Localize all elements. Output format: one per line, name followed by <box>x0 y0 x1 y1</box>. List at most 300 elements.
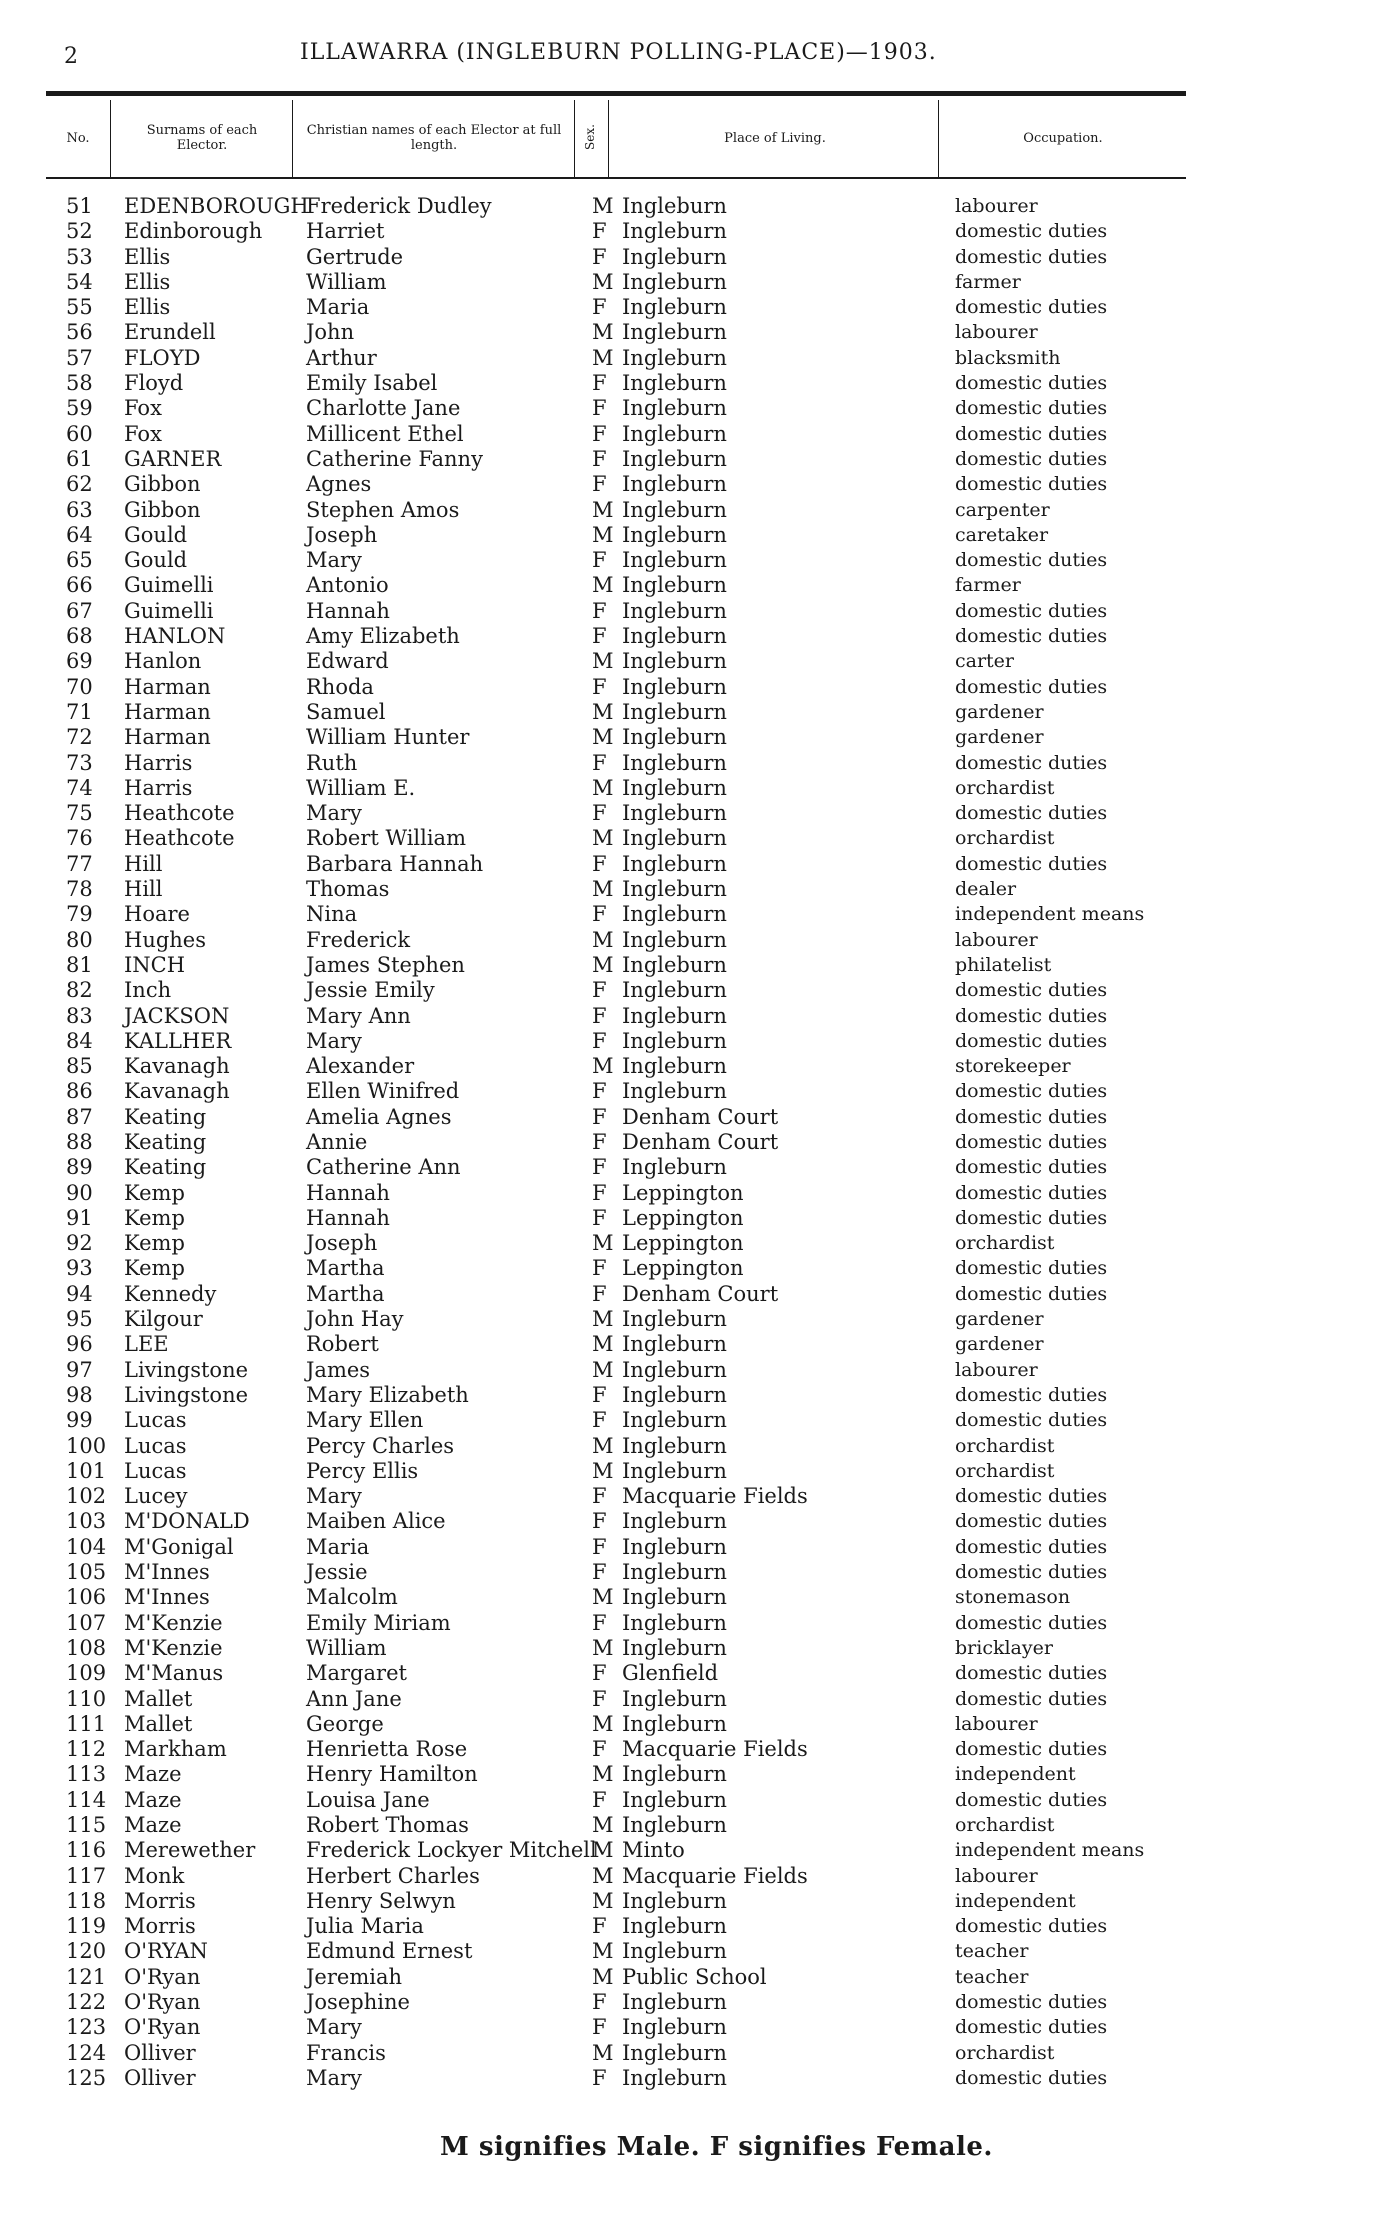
elector-number: 111 <box>66 1711 107 1736</box>
elector-place: Ingleburn <box>622 2065 727 2090</box>
elector-place: Ingleburn <box>622 1610 727 1635</box>
table-row <box>0 1307 1382 1332</box>
elector-occupation: domestic duties <box>955 296 1108 319</box>
elector-sex: M <box>592 2040 614 2065</box>
elector-place: Ingleburn <box>622 1332 727 1357</box>
elector-number: 114 <box>66 1787 107 1812</box>
elector-occupation: labourer <box>955 1864 1038 1887</box>
elector-place: Ingleburn <box>622 1458 727 1483</box>
elector-place: Ingleburn <box>622 1028 727 1053</box>
elector-place: Ingleburn <box>622 1686 727 1711</box>
table-row <box>0 1762 1382 1787</box>
table-row <box>0 498 1382 523</box>
elector-occupation: domestic duties <box>955 1383 1108 1406</box>
elector-occupation: domestic duties <box>955 220 1108 243</box>
elector-surname: Gould <box>124 548 188 573</box>
elector-place: Ingleburn <box>622 446 727 471</box>
elector-surname: Gibbon <box>124 472 201 497</box>
elector-number: 87 <box>66 1104 93 1129</box>
elector-number: 73 <box>66 750 93 775</box>
elector-surname: Mallet <box>124 1686 193 1711</box>
elector-place: Denham Court <box>622 1281 779 1306</box>
elector-number: 70 <box>66 674 93 699</box>
elector-christian-names: Henry Hamilton <box>306 1762 478 1787</box>
elector-christian-names: Percy Ellis <box>306 1458 419 1483</box>
elector-number: 72 <box>66 725 93 750</box>
elector-number: 112 <box>66 1737 107 1762</box>
table-row <box>0 928 1382 953</box>
elector-surname: Hill <box>124 877 163 902</box>
table-row <box>0 801 1382 826</box>
elector-sex: M <box>592 573 614 598</box>
elector-christian-names: Louisa Jane <box>306 1787 430 1812</box>
column-header-sex: Sex. <box>583 124 597 150</box>
elector-christian-names: Samuel <box>306 699 386 724</box>
table-row <box>0 1889 1382 1914</box>
elector-sex: F <box>592 1104 607 1129</box>
elector-christian-names: Martha <box>306 1256 385 1281</box>
elector-sex: F <box>592 1787 607 1812</box>
elector-surname: HANLON <box>124 624 226 649</box>
table-row <box>0 1838 1382 1863</box>
elector-occupation: domestic duties <box>955 1738 1108 1761</box>
elector-sex: F <box>592 1534 607 1559</box>
elector-occupation: domestic duties <box>955 625 1108 648</box>
elector-sex: M <box>592 1711 614 1736</box>
elector-occupation: domestic duties <box>955 1915 1108 1938</box>
elector-christian-names: William <box>306 269 387 294</box>
table-row <box>0 1155 1382 1180</box>
elector-occupation: independent <box>955 1763 1076 1786</box>
elector-number: 75 <box>66 801 93 826</box>
elector-occupation: carter <box>955 650 1015 673</box>
legend-footer: M signifies Male. F signifies Female. <box>440 2132 993 2162</box>
elector-place: Macquarie Fields <box>622 1484 808 1509</box>
elector-surname: O'Ryan <box>124 1990 201 2015</box>
elector-number: 117 <box>66 1863 107 1888</box>
elector-place: Ingleburn <box>622 371 727 396</box>
elector-christian-names: Ruth <box>306 750 358 775</box>
elector-sex: F <box>592 2065 607 2090</box>
elector-number: 121 <box>66 1964 107 1989</box>
elector-number: 77 <box>66 851 93 876</box>
table-row <box>0 1636 1382 1661</box>
elector-occupation: orchardist <box>955 776 1055 799</box>
elector-sex: F <box>592 1256 607 1281</box>
table-row <box>0 1383 1382 1408</box>
elector-surname: Harris <box>124 750 193 775</box>
elector-number: 76 <box>66 826 93 851</box>
elector-surname: Kavanagh <box>124 1054 230 1079</box>
elector-occupation: orchardist <box>955 827 1055 850</box>
elector-number: 62 <box>66 472 93 497</box>
elector-christian-names: Hannah <box>306 1205 390 1230</box>
elector-sex: F <box>592 1990 607 2015</box>
table-row <box>0 2066 1382 2091</box>
table-row <box>0 396 1382 421</box>
table-row <box>0 1434 1382 1459</box>
elector-number: 124 <box>66 2040 107 2065</box>
elector-christian-names: Mary <box>306 1484 362 1509</box>
elector-sex: M <box>592 1838 614 1863</box>
elector-surname: Kemp <box>124 1256 185 1281</box>
elector-occupation: domestic duties <box>955 1991 1108 2014</box>
elector-occupation: labourer <box>955 321 1038 344</box>
elector-christian-names: Robert <box>306 1332 379 1357</box>
elector-number: 93 <box>66 1256 93 1281</box>
elector-place: Leppington <box>622 1205 744 1230</box>
elector-occupation: domestic duties <box>955 802 1108 825</box>
elector-number: 119 <box>66 1914 107 1939</box>
table-row <box>0 295 1382 320</box>
elector-place: Leppington <box>622 1180 744 1205</box>
elector-christian-names: George <box>306 1711 384 1736</box>
elector-place: Ingleburn <box>622 826 727 851</box>
elector-number: 83 <box>66 1003 93 1028</box>
elector-christian-names: Francis <box>306 2040 386 2065</box>
elector-sex: F <box>592 1914 607 1939</box>
elector-place: Ingleburn <box>622 1079 727 1104</box>
elector-sex: F <box>592 295 607 320</box>
elector-christian-names: Jessie Emily <box>306 978 435 1003</box>
elector-number: 54 <box>66 269 93 294</box>
elector-occupation: storekeeper <box>955 1055 1071 1078</box>
table-row <box>0 852 1382 877</box>
elector-place: Ingleburn <box>622 927 727 952</box>
table-row <box>0 1914 1382 1939</box>
elector-number: 125 <box>66 2065 107 2090</box>
elector-number: 120 <box>66 1939 107 1964</box>
elector-christian-names: John Hay <box>306 1307 404 1332</box>
elector-number: 81 <box>66 952 93 977</box>
elector-sex: F <box>592 598 607 623</box>
elector-occupation: domestic duties <box>955 473 1108 496</box>
elector-sex: M <box>592 522 614 547</box>
elector-place: Ingleburn <box>622 295 727 320</box>
elector-sex: F <box>592 371 607 396</box>
elector-sex: F <box>592 1610 607 1635</box>
elector-occupation: caretaker <box>955 523 1049 546</box>
elector-sex: M <box>592 952 614 977</box>
elector-surname: O'Ryan <box>124 1964 201 1989</box>
elector-christian-names: Frederick Lockyer Mitchell <box>306 1838 597 1863</box>
elector-sex: M <box>592 345 614 370</box>
elector-sex: M <box>592 1054 614 1079</box>
elector-surname: Keating <box>124 1104 207 1129</box>
table-row <box>0 1535 1382 1560</box>
elector-christian-names: Maria <box>306 295 370 320</box>
elector-number: 71 <box>66 699 93 724</box>
elector-place: Glenfield <box>622 1661 719 1686</box>
elector-surname: Erundell <box>124 320 216 345</box>
table-row <box>0 675 1382 700</box>
elector-place: Ingleburn <box>622 1711 727 1736</box>
elector-sex: F <box>592 2015 607 2040</box>
elector-number: 108 <box>66 1635 107 1660</box>
elector-sex: F <box>592 1382 607 1407</box>
elector-christian-names: Frederick <box>306 927 411 952</box>
elector-number: 106 <box>66 1585 107 1610</box>
table-row <box>0 371 1382 396</box>
elector-sex: M <box>592 1307 614 1332</box>
elector-surname: Hughes <box>124 927 207 952</box>
elector-surname: Edinborough <box>124 219 263 244</box>
elector-place: Ingleburn <box>622 1939 727 1964</box>
elector-surname: Kemp <box>124 1231 185 1256</box>
elector-occupation: orchardist <box>955 1434 1055 1457</box>
elector-sex: M <box>592 1888 614 1913</box>
elector-number: 110 <box>66 1686 107 1711</box>
elector-christian-names: William E. <box>306 775 416 800</box>
table-row <box>0 1864 1382 1889</box>
elector-sex: F <box>592 446 607 471</box>
elector-number: 69 <box>66 649 93 674</box>
elector-number: 89 <box>66 1155 93 1180</box>
elector-christian-names: Mary Ellen <box>306 1408 424 1433</box>
table-row <box>0 1130 1382 1155</box>
column-header-christian: Christian names of each Elector at full length. <box>306 123 562 153</box>
elector-sex: M <box>592 1813 614 1837</box>
elector-place: Ingleburn <box>622 573 727 598</box>
elector-number: 61 <box>66 446 93 471</box>
elector-sex: F <box>592 1180 607 1205</box>
elector-place: Macquarie Fields <box>622 1863 808 1888</box>
elector-sex: F <box>592 1509 607 1534</box>
elector-number: 57 <box>66 345 93 370</box>
elector-place: Ingleburn <box>622 1534 727 1559</box>
elector-sex: F <box>592 548 607 573</box>
elector-christian-names: Catherine Fanny <box>306 446 483 471</box>
elector-occupation: gardener <box>955 1333 1044 1356</box>
elector-number: 100 <box>66 1433 107 1458</box>
elector-occupation: domestic duties <box>955 2066 1108 2089</box>
elector-place: Ingleburn <box>622 674 727 699</box>
elector-occupation: independent means <box>955 903 1145 926</box>
elector-christian-names: Nina <box>306 902 358 927</box>
elector-number: 99 <box>66 1408 93 1433</box>
elector-occupation: domestic duties <box>955 1535 1108 1558</box>
elector-christian-names: Amy Elizabeth <box>306 624 460 649</box>
table-row <box>0 219 1382 244</box>
elector-place: Ingleburn <box>622 548 727 573</box>
elector-surname: M'Innes <box>124 1585 210 1610</box>
elector-number: 84 <box>66 1028 93 1053</box>
elector-sex: M <box>592 826 614 851</box>
elector-place: Ingleburn <box>622 725 727 750</box>
elector-christian-names: Joseph <box>306 1231 378 1256</box>
elector-number: 102 <box>66 1484 107 1509</box>
elector-christian-names: Mary <box>306 1028 362 1053</box>
elector-place: Ingleburn <box>622 472 727 497</box>
table-row <box>0 1054 1382 1079</box>
table-row <box>0 1712 1382 1737</box>
elector-occupation: domestic duties <box>955 1485 1108 1508</box>
elector-surname: Ellis <box>124 269 171 294</box>
elector-number: 64 <box>66 522 93 547</box>
elector-occupation: teacher <box>955 1965 1029 1988</box>
elector-surname: Harris <box>124 775 193 800</box>
elector-occupation: domestic duties <box>955 1561 1108 1584</box>
elector-surname: Lucas <box>124 1433 187 1458</box>
elector-occupation: gardener <box>955 726 1044 749</box>
elector-number: 82 <box>66 978 93 1003</box>
elector-occupation: dealer <box>955 878 1017 901</box>
elector-sex: M <box>592 1332 614 1357</box>
elector-surname: Morris <box>124 1888 196 1913</box>
table-row <box>0 320 1382 345</box>
elector-number: 107 <box>66 1610 107 1635</box>
elector-place: Ingleburn <box>622 1560 727 1585</box>
elector-occupation: independent <box>955 1889 1076 1912</box>
elector-surname: Ellis <box>124 244 171 269</box>
elector-place: Ingleburn <box>622 219 727 244</box>
elector-surname: Maze <box>124 1787 182 1812</box>
elector-sex: F <box>592 421 607 446</box>
column-divider <box>608 100 609 177</box>
table-row <box>0 346 1382 371</box>
elector-christian-names: Barbara Hannah <box>306 851 484 876</box>
elector-place: Ingleburn <box>622 1914 727 1939</box>
elector-place: Ingleburn <box>622 194 727 218</box>
table-row <box>0 2041 1382 2066</box>
elector-occupation: domestic duties <box>955 751 1108 774</box>
table-row <box>0 472 1382 497</box>
elector-occupation: domestic duties <box>955 372 1108 395</box>
elector-sex: F <box>592 396 607 421</box>
elector-occupation: domestic duties <box>955 245 1108 268</box>
elector-surname: Maze <box>124 1762 182 1787</box>
table-row <box>0 1585 1382 1610</box>
table-row <box>0 1004 1382 1029</box>
elector-occupation: orchardist <box>955 2041 1055 2064</box>
elector-christian-names: Maria <box>306 1534 370 1559</box>
elector-christian-names: James <box>306 1357 371 1382</box>
table-row <box>0 1813 1382 1838</box>
column-header-place: Place of Living. <box>724 130 826 146</box>
elector-christian-names: Robert William <box>306 826 466 851</box>
elector-surname: O'RYAN <box>124 1939 208 1964</box>
elector-sex: M <box>592 320 614 345</box>
table-row <box>0 1256 1382 1281</box>
elector-sex: M <box>592 1762 614 1787</box>
elector-surname: Kavanagh <box>124 1079 230 1104</box>
elector-number: 60 <box>66 421 93 446</box>
table-row <box>0 953 1382 978</box>
elector-christian-names: Mary <box>306 2065 362 2090</box>
table-row <box>0 1737 1382 1762</box>
elector-occupation: domestic duties <box>955 1409 1108 1432</box>
elector-place: Ingleburn <box>622 1585 727 1610</box>
elector-surname: Kilgour <box>124 1307 203 1332</box>
elector-surname: Inch <box>124 978 172 1003</box>
elector-place: Ingleburn <box>622 421 727 446</box>
elector-occupation: domestic duties <box>955 1080 1108 1103</box>
elector-place: Leppington <box>622 1231 744 1256</box>
table-row <box>0 1358 1382 1383</box>
table-row <box>0 1332 1382 1357</box>
elector-occupation: domestic duties <box>955 1510 1108 1533</box>
elector-christian-names: Antonio <box>306 573 389 598</box>
table-row <box>0 1788 1382 1813</box>
table-row <box>0 649 1382 674</box>
elector-sex: F <box>592 472 607 497</box>
elector-christian-names: Martha <box>306 1281 385 1306</box>
elector-sex: F <box>592 1205 607 1230</box>
header-rule-top <box>46 91 1186 96</box>
elector-surname: Hill <box>124 851 163 876</box>
elector-place: Ingleburn <box>622 1054 727 1079</box>
elector-place: Ingleburn <box>622 1382 727 1407</box>
elector-surname: GARNER <box>124 446 222 471</box>
elector-number: 51 <box>66 194 93 218</box>
elector-place: Ingleburn <box>622 952 727 977</box>
elector-sex: F <box>592 674 607 699</box>
column-header-occupation: Occupation. <box>1023 130 1103 146</box>
elector-christian-names: William Hunter <box>306 725 470 750</box>
elector-occupation: domestic duties <box>955 397 1108 420</box>
elector-surname: Fox <box>124 421 162 446</box>
elector-christian-names: Julia Maria <box>306 1914 424 1939</box>
elector-occupation: domestic duties <box>955 1181 1108 1204</box>
elector-occupation: domestic duties <box>955 2016 1108 2039</box>
elector-occupation: labourer <box>955 928 1038 951</box>
elector-christian-names: Agnes <box>306 472 372 497</box>
elector-sex: F <box>592 750 607 775</box>
elector-occupation: teacher <box>955 1940 1029 1963</box>
column-divider <box>574 100 575 177</box>
elector-occupation: farmer <box>955 574 1021 597</box>
elector-christian-names: Arthur <box>306 345 377 370</box>
elector-surname: Hanlon <box>124 649 202 674</box>
elector-sex: F <box>592 1408 607 1433</box>
elector-sex: M <box>592 775 614 800</box>
table-row <box>0 1939 1382 1964</box>
elector-surname: LEE <box>124 1332 169 1357</box>
elector-sex: M <box>592 649 614 674</box>
elector-number: 90 <box>66 1180 93 1205</box>
elector-number: 58 <box>66 371 93 396</box>
elector-occupation: domestic duties <box>955 1687 1108 1710</box>
elector-place: Ingleburn <box>622 1357 727 1382</box>
elector-surname: EDENBOROUGH <box>124 194 309 218</box>
table-row <box>0 725 1382 750</box>
elector-occupation: domestic duties <box>955 1257 1108 1280</box>
elector-sex: M <box>592 497 614 522</box>
elector-surname: M'DONALD <box>124 1509 250 1534</box>
elector-occupation: orchardist <box>955 1459 1055 1482</box>
elector-occupation: domestic duties <box>955 1029 1108 1052</box>
elector-sex: F <box>592 978 607 1003</box>
elector-christian-names: Jeremiah <box>306 1964 402 1989</box>
table-row <box>0 523 1382 548</box>
column-divider <box>938 100 939 177</box>
elector-occupation: blacksmith <box>955 346 1061 369</box>
elector-place: Denham Court <box>622 1129 779 1154</box>
elector-sex: M <box>592 699 614 724</box>
elector-number: 85 <box>66 1054 93 1079</box>
elector-place: Ingleburn <box>622 320 727 345</box>
elector-surname: Heathcote <box>124 826 235 851</box>
elector-number: 101 <box>66 1458 107 1483</box>
table-row <box>0 1079 1382 1104</box>
elector-place: Ingleburn <box>622 2040 727 2065</box>
elector-number: 56 <box>66 320 93 345</box>
elector-place: Ingleburn <box>622 396 727 421</box>
elector-occupation: bricklayer <box>955 1636 1053 1659</box>
elector-christian-names: Joseph <box>306 522 378 547</box>
elector-surname: Kemp <box>124 1205 185 1230</box>
elector-sex: M <box>592 1458 614 1483</box>
